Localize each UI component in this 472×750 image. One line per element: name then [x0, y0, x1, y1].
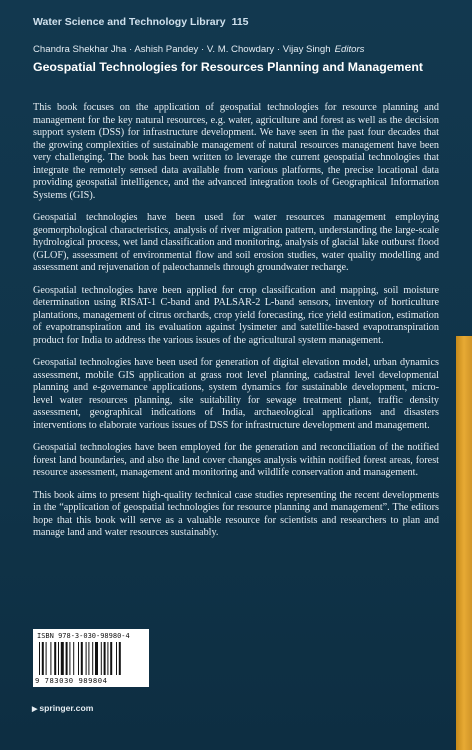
- blurb-paragraph: Geospatial technologies have been used for generation of digital elevation model, urban dynamics assessment, mobile GIS application at grass root level planning, cadastral level developmental planning and e-governance applications, system dynamics for sustainable development, micro-level water resources planning, site suitability for sewage treatment plant, traffic density assessment, geographical indications of India, archaeological applications and disasters interventions to elaborate various issues of DSS for infrastructure development and management.: [33, 357, 439, 431]
- publisher-link[interactable]: [32, 703, 93, 713]
- barcode-bars: [39, 642, 143, 675]
- series-line: [33, 16, 249, 28]
- isbn-barcode: [33, 629, 149, 687]
- editors-line: [33, 44, 364, 55]
- barcode-digits: 9 783030 989804: [35, 676, 108, 685]
- book-title: Geospatial Technologies for Resources Planning and Management: [33, 60, 423, 74]
- series-volume: 115: [231, 16, 249, 28]
- editor-names: Chandra Shekhar Jha · Ashish Pandey · V. M. Chowdary · Vijay Singh: [33, 44, 331, 55]
- blurb-paragraph: This book aims to present high-quality technical case studies representing the recent developments in the “application of geospatial technologies for resource planning and management”. The editors hope that this book will serve as a valuable resource for scientists and researchers to plan and manage land and water resources sustainably.: [33, 489, 439, 538]
- blurb-paragraph: This book focuses on the application of geospatial technologies for resource planning and management for the key natural resources, e.g. water, agriculture and forest as well as the decision support system (DSS) for infrastructure development. We have seen in the past four decades that the growing complexities of sustainable management of natural resources management have been very challenging. The book has been written to leverage the current geospatial technologies that integrate the remotely sensed data available from various platforms, the precise locational data providing geospatial intelligence, and the advanced integration tools of Geographical Information Systems (GIS).: [33, 102, 439, 201]
- series-name: Water Science and Technology Library: [33, 16, 226, 28]
- isbn-number: ISBN 978-3-030-98980-4: [37, 632, 130, 640]
- springer-arrow-icon: ▶: [32, 706, 38, 713]
- publisher-url: springer.com: [39, 703, 94, 713]
- blurb: [33, 102, 439, 550]
- blurb-paragraph: Geospatial technologies have been applied for crop classification and mapping, soil moisture determination using RISAT-1 C-band and PALSAR-2 L-band sensors, inventory of horticulture plantations, management of citrus orchards, crop yield forecasting, rice yield estimation, estimation of evapotranspiration and its evaluation against lysimeter and satellite-based evapotranspiration product for India to address the various issues of the agricultural system management.: [33, 284, 439, 346]
- editors-label: Editors: [334, 44, 365, 55]
- accent-stripe: [456, 336, 472, 750]
- blurb-paragraph: Geospatial technologies have been used for water resources management employing geomorphological characteristics, analysis of river migration pattern, understanding the large-scale hydrological process, wet land classification and monitoring, analysis of glacial lake outburst flood (GLOF), assessment of environmental flow and soil erosion studies, water quality modelling and assessment and rejuvenation of paleochannels through groundwater recharge.: [33, 212, 439, 273]
- blurb-paragraph: Geospatial technologies have been employed for the generation and reconciliation of the notified forest land boundaries, and also the land cover changes analysis within notified forest areas, forest resource assessment, management and monitoring and wildlife conservation and management.: [33, 442, 439, 478]
